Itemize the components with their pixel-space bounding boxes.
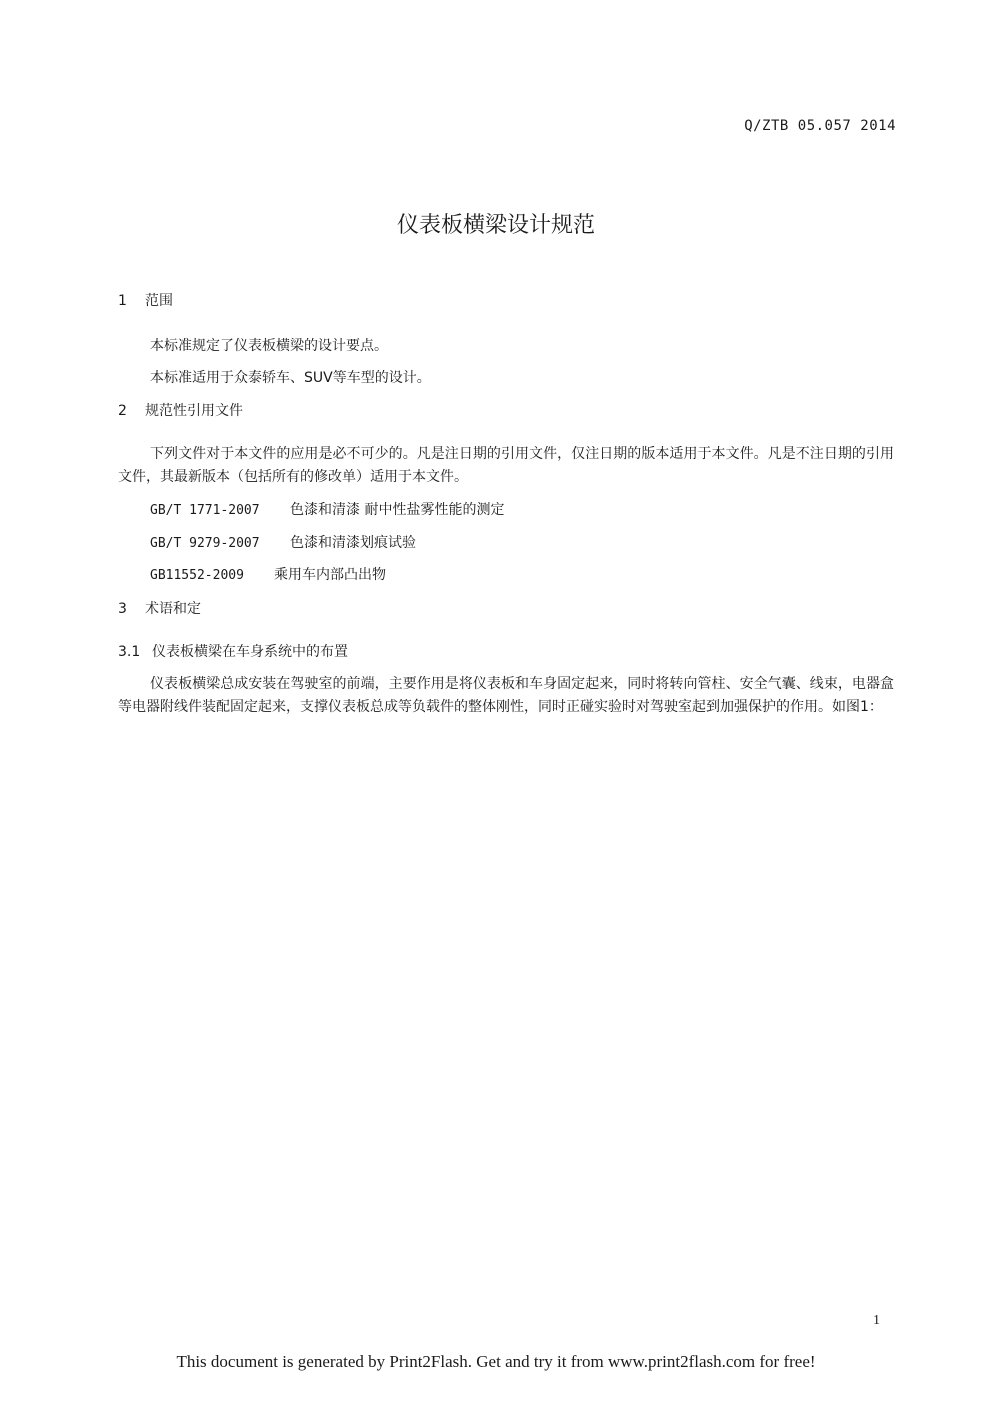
reference-title: 色漆和清漆划痕试验: [290, 535, 416, 551]
page-number: 1: [873, 1313, 880, 1328]
generator-footer: This document is generated by Print2Flash. Get and try it from www.print2flash.com for free!: [176, 1352, 816, 1371]
document-title: 仪表板横梁设计规范: [396, 213, 595, 238]
reference-code: GB11552-2009: [150, 568, 244, 583]
reference-item: [150, 564, 386, 584]
section-2-title: 规范性引用文件: [145, 403, 243, 419]
reference-code: GB/T 9279-2007: [150, 536, 260, 551]
reference-title: 乘用车内部凸出物: [274, 567, 386, 583]
subsection-3-1-paragraph: 仪表板横梁总成安装在驾驶室的前端，主要作用是将仪表板和车身固定起来，同时将转向管柱、安全气囊、线束，电器盒等电器附线件装配固定起来，支撑仪表板总成等负载件的整体刚性，同时正碰实验时对驾驶室起到加强保护的作用。如图1：: [118, 676, 894, 715]
section-3-heading: [118, 598, 201, 618]
section-3-number: 3: [118, 601, 127, 617]
section-2-number: 2: [118, 403, 127, 419]
subsection-3-1-title: 仪表板横梁在车身系统中的布置: [152, 644, 348, 660]
subsection-3-1-number: 3.1: [118, 644, 141, 660]
section-2-heading: [118, 400, 243, 420]
section-1-paragraph-2: 本标准适用于众泰轿车、SUV等车型的设计。: [150, 370, 431, 386]
reference-item: [150, 499, 504, 519]
section-1-title: 范围: [145, 293, 173, 309]
reference-code: GB/T 1771-2007: [150, 503, 260, 518]
section-1-paragraph-1: 本标准规定了仪表板横梁的设计要点。: [150, 338, 388, 354]
section-1-number: 1: [118, 293, 127, 309]
subsection-3-1-heading: [118, 641, 348, 661]
section-3-title: 术语和定: [145, 601, 201, 617]
reference-item: [150, 532, 416, 552]
document-code: Q/ZTB 05.057 2014: [744, 118, 896, 134]
section-2-intro: 下列文件对于本文件的应用是必不可少的。凡是注日期的引用文件，仅注日期的版本适用于本文件。凡是不注日期的引用文件，其最新版本（包括所有的修改单）适用于本文件。: [118, 446, 894, 485]
reference-title: 色漆和清漆 耐中性盐雾性能的测定: [290, 502, 505, 518]
section-1-heading: [118, 290, 173, 310]
